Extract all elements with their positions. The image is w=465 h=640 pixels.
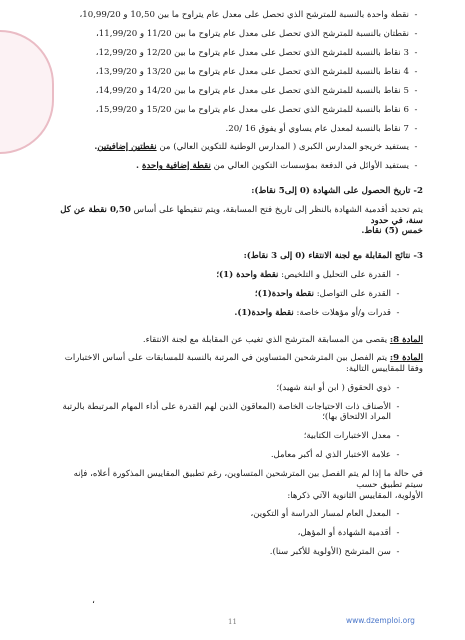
document-body — [58, 10, 423, 566]
section-2-text: يتم تحديد أقدمية الشهادة بالنظر إلى تاريخ فتح المسابقة، ويتم تنقيطها على أساس — [130, 204, 423, 215]
grading-item-text: نقطتان بالنسبة للمترشح الذي تحصل على معدل عام يتراوح ما بين 11/20 و 11,99/20، — [96, 28, 409, 39]
grading-item — [58, 105, 423, 116]
section-2-heading: 2- تاريخ الحصول على الشهادة (0 إلى5 نقاط): — [251, 186, 423, 197]
grading-item — [58, 67, 423, 78]
grading-item — [58, 86, 423, 97]
tie-break-criterion: - علامة الاختبار الذي له أكبر معامل. — [270, 450, 400, 461]
grading-item-text: 4 نقاط بالنسبة للمترشح الذي تحصل على معدل عام يتراوح ما بين 13/20 و 13,99/20، — [95, 66, 409, 77]
grading-item — [58, 124, 423, 135]
secondary-criterion: - سن المترشح (الأولوية للأكبر سنا). — [269, 547, 400, 558]
secondary-criteria-list — [58, 509, 423, 558]
grading-item — [58, 29, 423, 40]
list-marker: - — [414, 85, 418, 96]
bonus-line-top-ranked: - يستفيد الأوائل في الدفعة بمؤسسات التكوين العالي من نقطة إضافية واحدة . — [58, 161, 423, 172]
grading-item-text: 3 نقاط بالنسبة للمترشح الذي تحصل على معدل عام يتراوح ما بين 12/20 و 12,99/20، — [95, 47, 409, 58]
section-3-heading: 3- نتائج المقابلة مع لجنة الانتقاء (0 إلى 3 نقاط): — [243, 251, 423, 262]
criterion-label: القدرة على التحليل و التلخيص: — [278, 269, 391, 280]
criterion-points: نقطة واحدة(1)؛ — [254, 288, 315, 299]
article-text: يتم الفصل بين المترشحين المتساوين في المرتبة بالنسبة للمسابقات على أساس الاختبارات وفقا للمقاييس التالية: — [64, 353, 423, 375]
article-label: المادة 8: — [389, 334, 423, 345]
criterion-label: القدرة على التواصل: — [314, 288, 391, 299]
article-label: المادة 9: — [389, 353, 423, 364]
bonus-line-graduates: - يستفيد خريجو المدارس الكبرى ( المدارس الوطنية للتكوين العالي) من نقطتين إضافيتين. — [58, 142, 423, 153]
list-marker: - — [414, 104, 418, 115]
page-number: 11 — [228, 618, 237, 626]
article-9 — [58, 353, 423, 374]
site-watermark: www.dzemploi.org — [346, 616, 415, 625]
bonus-text: يستفيد الأوائل في الدفعة بمؤسسات التكوين العالي من — [210, 161, 409, 172]
grading-item-text: 7 نقاط بالنسبة لمعدل عام يساوي أو يفوق 16 /20. — [225, 123, 409, 134]
list-marker: - — [414, 161, 418, 172]
article-text: يقصى من المسابقة المترشح الذي تغيب عن المقابلة مع لجنة الانتقاء. — [142, 334, 390, 345]
secondary-criterion: - المعدل العام لمسار الدراسة أو التكوين، — [250, 509, 400, 520]
interview-criteria-list — [58, 270, 423, 319]
interview-criterion: - القدرة على التواصل: نقطة واحدة(1)؛ — [254, 288, 400, 299]
grading-item-text: 6 نقاط بالنسبة للمترشح الذي تحصل على معدل عام يتراوح ما بين 15/20 و 15,99/20، — [95, 104, 409, 115]
grading-item — [58, 10, 423, 21]
secondary-criteria-intro: في حالة ما إذا لم يتم الفصل بين المترشحين المتساوين، رغم تطبيق المقاييس المذكورة أعلاه، فإنه سيتم تطبيق حسب الأولوية، المقاييس الثانوية الآتي ذكرها: — [73, 469, 423, 501]
bonus-text: يستفيد خريجو المدارس الكبرى ( المدارس الوطنية للتكوين العالي) من — [156, 142, 409, 153]
tie-break-criteria-list — [58, 383, 423, 461]
list-marker: - — [414, 123, 418, 134]
tie-break-criterion: - ذوي الحقوق ( ابن أو ابنة شهيد)؛ — [276, 382, 400, 393]
criterion-points: نقطة واحدة (1)؛ — [216, 269, 279, 280]
list-marker: - — [414, 10, 418, 20]
article-8 — [58, 335, 423, 346]
official-stamp — [0, 30, 54, 154]
list-marker: - — [414, 142, 418, 153]
tie-break-criterion: - الأصناف ذات الاحتياجات الخاصة (المعاقون الذين لهم القدرة على أداء المهام المرتبطة بالرتبة المراد الالتحاق بها)؛ — [62, 401, 400, 423]
interview-criterion: - القدرة على التحليل و التلخيص: نقطة واحدة (1)؛ — [216, 269, 400, 280]
grading-item-text: 5 نقاط بالنسبة للمترشح الذي تحصل على معدل عام يتراوح ما بين 14/20 و 14,99/20، — [95, 85, 409, 96]
list-marker: - — [414, 28, 418, 39]
grading-item — [58, 48, 423, 59]
bonus-highlight: نقطة إضافية واحدة — [142, 161, 211, 172]
grading-list — [58, 10, 423, 134]
criterion-points: نقطة واحدة(1). — [234, 307, 294, 318]
list-marker: - — [414, 47, 418, 58]
criterion-label: قدرات و/أو مؤهلات خاصة: — [293, 307, 391, 318]
tie-break-criterion: - معدل الاختبارات الكتابية؛ — [303, 431, 400, 442]
section-2-body — [58, 205, 423, 237]
margin-mark: ، — [92, 596, 95, 606]
interview-criterion: - قدرات و/أو مؤهلات خاصة: نقطة واحدة(1). — [234, 307, 400, 318]
section-2-highlight: 0,50 نقطة عن كل سنة، في حدود — [60, 204, 423, 226]
list-marker: - — [414, 66, 418, 77]
section-2-limit: خمس (5) نقاط. — [361, 226, 423, 237]
bonus-highlight: نقطتين إضافيتين — [97, 142, 157, 153]
grading-item-text: نقطة واحدة بالنسبة للمترشح الذي تحصل على معدل عام يتراوح ما بين 10,50 و 10,99/20، — [79, 10, 409, 20]
secondary-criterion: - أقدمية الشهادة أو المؤهل، — [297, 528, 400, 539]
